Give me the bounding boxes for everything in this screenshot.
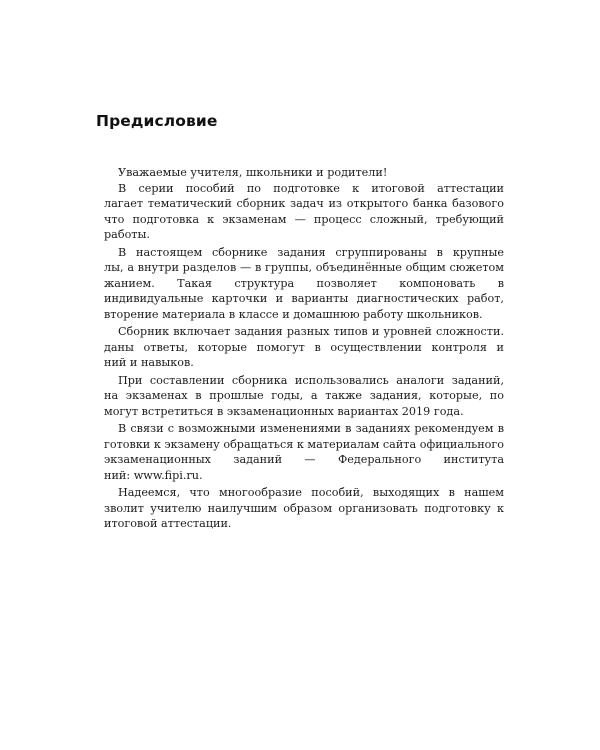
text-line: индивидуальные карточки и варианты диагностических работ, <box>104 292 504 305</box>
text-line: Надеемся, что многообразие пособий, выходящих в нашем <box>118 486 504 499</box>
text-line: вторение материала в классе и домашнюю работу школьников. <box>104 307 483 321</box>
text-line: на экзаменах в прошлые годы, а также задания, которые, по <box>104 389 504 402</box>
text-line: В серии пособий по подготовке к итоговой аттестации <box>118 181 504 195</box>
paragraph-contents <box>104 324 504 371</box>
text-line: могут встретиться в экзаменационных вариантах 2019 года. <box>104 404 464 418</box>
preface-text <box>104 165 504 532</box>
text-line: готовки к экзамену обращаться к материалам сайта официального <box>104 437 504 451</box>
paragraph-sources <box>104 373 504 420</box>
text-line: лагает тематический сборник задач из открытого банка базового <box>104 197 504 210</box>
text-line: Уважаемые учителя, школьники и родители! <box>118 166 388 179</box>
text-line: В связи с возможными изменениями в заданиях рекомендуем в <box>118 422 504 435</box>
text-line: экзаменационных заданий — Федерального института <box>104 453 504 466</box>
text-line: Сборник включает задания разных типов и уровней сложности. <box>118 325 504 338</box>
page-title: Предисловие <box>96 112 218 130</box>
paragraph-greeting <box>104 165 504 181</box>
text-line: жанием. Такая структура позволяет компоновать в <box>104 276 504 290</box>
text-line: лы, а внутри разделов — в группы, объединённые общим сюжетом <box>104 261 504 274</box>
paragraph-changes <box>104 421 504 483</box>
text-line: зволит учителю наилучшим образом организовать подготовку к <box>104 501 504 515</box>
text-line: что подготовка к экзаменам — процесс сложный, требующий <box>104 212 504 226</box>
text-line: В настоящем сборнике задания сгруппированы в крупные <box>118 245 504 259</box>
text-line: работы. <box>104 228 150 241</box>
text-line: При составлении сборника использовались аналоги заданий, <box>118 373 504 387</box>
text-line: ний: www.fipi.ru. <box>104 468 203 482</box>
text-line: итоговой аттестации. <box>104 517 232 530</box>
text-line: ний и навыков. <box>104 356 194 369</box>
text-line: даны ответы, которые помогут в осуществлении контроля и <box>104 340 504 354</box>
paragraph-closing <box>104 485 504 532</box>
paragraph-intro <box>104 181 504 243</box>
paragraph-structure <box>104 245 504 323</box>
